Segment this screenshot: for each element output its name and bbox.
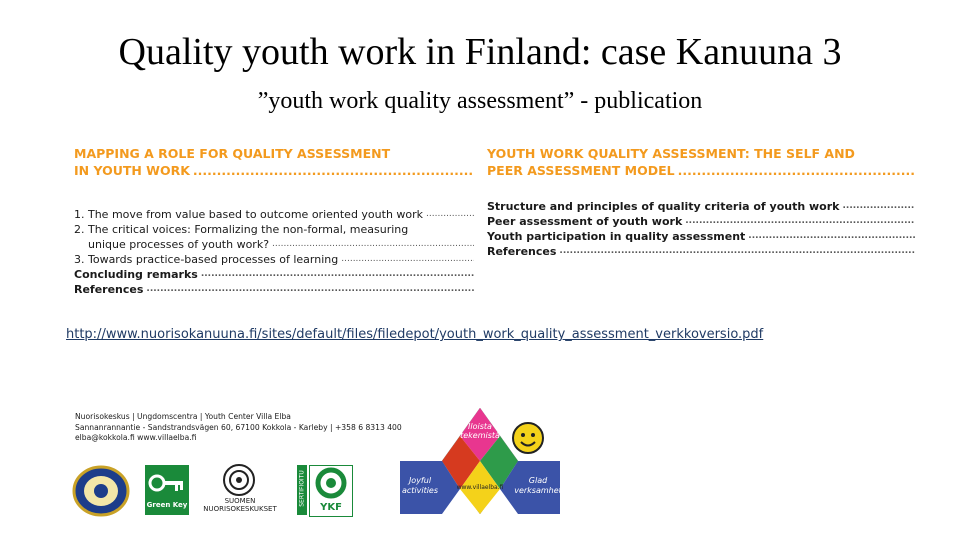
- svg-text:tekemistä: tekemistä: [460, 431, 500, 440]
- svg-text:www.villaelba.fi: www.villaelba.fi: [456, 484, 504, 491]
- page-title: Quality youth work in Finland: case Kanuuna 3: [118, 31, 842, 73]
- recycle-icon: [310, 466, 352, 500]
- svg-text:activities: activities: [401, 486, 439, 495]
- toc-left-heading: MAPPING A ROLE FOR QUALITY ASSESSMENT IN YOUTH WORK .....: [74, 145, 474, 179]
- seal-logo: [72, 465, 130, 517]
- toc-entry: Peer assessment of youth work .....: [487, 214, 915, 229]
- suomen-emblem: [222, 463, 256, 497]
- sertifioitu-logo: SERTIFIOITU: [297, 465, 307, 515]
- key-icon: [145, 465, 189, 501]
- org-contact: Nuorisokeskus | Ungdomscentra | Youth Center Villa Elba Sannanrannantie - Sandstrandsvägen 60, 67100 Kokkola - Karleby | +358 6 8313 400 elba@kokkola.fi www.villaelba.fi: [75, 412, 402, 442]
- greenkey-logo: Green Key: [145, 465, 189, 515]
- svg-text:Glad: Glad: [528, 476, 548, 485]
- ykf-logo: YKF: [309, 465, 353, 517]
- svg-text:Iloista: Iloista: [468, 422, 492, 431]
- toc-entry: Concluding remarks .....: [74, 267, 474, 282]
- toc-entry: 2. The critical voices: Formalizing the non-formal, measuring: [74, 223, 409, 236]
- toc-entry: Structure and principles of quality criteria of youth work .....: [487, 199, 915, 214]
- toc-entry: unique processes of youth work? .....: [74, 237, 474, 252]
- suomen-label: SUOMEN NUORISOKESKUKSET: [203, 497, 277, 513]
- toc-right-heading: YOUTH WORK QUALITY ASSESSMENT: THE SELF AND PEER ASSESSMENT MODEL .....: [487, 145, 915, 179]
- toc-entry: References .....: [487, 244, 915, 259]
- toc-entry: References .....: [74, 282, 474, 297]
- toc-left: [74, 145, 474, 297]
- villa-elba-diamond-logo: [398, 405, 563, 517]
- toc-entry: 3. Towards practice-based processes of learning .....: [74, 252, 474, 267]
- page-subtitle: ”youth work quality assessment” - publication: [257, 88, 703, 114]
- publication-link[interactable]: http://www.nuorisokanuuna.fi/sites/default/files/filedepot/youth_work_quality_assessment_verkkoversio.pdf: [66, 327, 764, 342]
- toc-entry: Youth participation in quality assessment .....: [487, 229, 915, 244]
- svg-text:Joyful: Joyful: [408, 476, 432, 485]
- toc-entry: 1. The move from value based to outcome oriented youth work .....: [74, 207, 474, 222]
- svg-text:verksamhet: verksamhet: [514, 486, 562, 495]
- toc-right: [487, 145, 915, 259]
